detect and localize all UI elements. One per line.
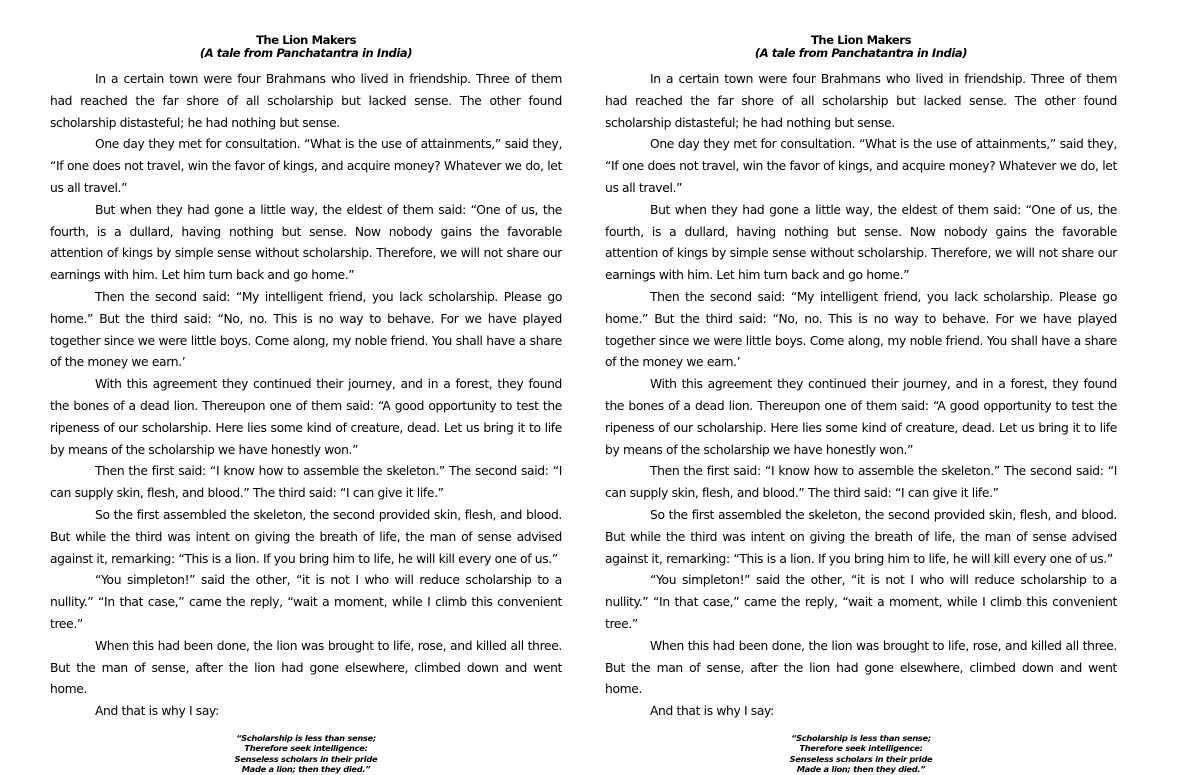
page-left [50,34,562,775]
verse-line: Therefore seek intelligence: [244,743,368,754]
verse-line: Senseless scholars in their pride [234,753,378,764]
story-subtitle: (A tale from Panchatantra in India) [754,46,968,60]
paragraph: Then the second said: “My intelligent friend, you lack scholarship. Please go home.” But the third said: “No, no. This is no way to behave. For we have played together since we were little boys. Come along, my noble friend. You shall have a share of the money we earn.’ [50,289,562,370]
paragraph: Then the first said: “I know how to assemble the skeleton.” The second said: “I can supply skin, flesh, and blood.” The third said: “I can give it life.” [50,464,562,501]
paragraph: When this had been done, the lion was brought to life, rose, and killed all three. But the man of sense, after the lion had gone elsewhere, climbed down and went home. [50,638,562,697]
verse-line: Senseless scholars in their pride [789,753,933,764]
paragraph: “You simpleton!” said the other, “it is not I who will reduce scholarship to a nullity.” “In that case,” came the reply, “wait a moment, while I climb this convenient tree.” [50,573,562,631]
verse-line: “Scholarship is less than sense; [236,732,376,743]
paragraph: And that is why I say: [95,704,219,719]
story-subtitle: (A tale from Panchatantra in India) [199,46,413,60]
paragraph: One day they met for consultation. “What is the use of attainments,” said they, “If one does not travel, win the favor of kings, and acquire money? Whatever we do, let us all travel.” [605,137,1117,195]
closing-verse [196,733,416,775]
closing-verse [751,733,971,775]
paragraph: Then the first said: “I know how to assemble the skeleton.” The second said: “I can supply skin, flesh, and blood.” The third said: “I can give it life.” [605,464,1117,501]
paragraph: But when they had gone a little way, the eldest of them said: “One of us, the fourth, is a dullard, having nothing but sense. Now nobody gains the favorable attention of kings by simple sense without scholarship. Therefore, we will not share our earnings with him. Let him turn back and go home.” [605,202,1117,283]
verse-line: Made a lion; then they died.” [241,764,371,775]
paragraph: But when they had gone a little way, the eldest of them said: “One of us, the fourth, is a dullard, having nothing but sense. Now nobody gains the favorable attention of kings by simple sense without scholarship. Therefore, we will not share our earnings with him. Let him turn back and go home.” [50,202,562,283]
page-right [605,34,1117,775]
verse-line: Made a lion; then they died.” [796,764,926,775]
verse-line: “Scholarship is less than sense; [791,732,931,743]
paragraph: “You simpleton!” said the other, “it is not I who will reduce scholarship to a nullity.” “In that case,” came the reply, “wait a moment, while I climb this convenient tree.” [605,573,1117,631]
paragraph: In a certain town were four Brahmans who lived in friendship. Three of them had reached the far shore of all scholarship but lacked sense. The other found scholarship distasteful; he had nothing but sense. [50,72,562,130]
paragraph: So the first assembled the skeleton, the second provided skin, flesh, and blood. But while the third was intent on giving the breath of life, the man of sense advised against it, remarking: “This is a lion. If you bring him to life, he will kill every one of us.” [605,507,1117,566]
paragraph: So the first assembled the skeleton, the second provided skin, flesh, and blood. But while the third was intent on giving the breath of life, the man of sense advised against it, remarking: “This is a lion. If you bring him to life, he will kill every one of us.” [50,507,562,566]
paragraph: And that is why I say: [650,704,774,719]
paragraph: With this agreement they continued their journey, and in a forest, they found the bones of a dead lion. Thereupon one of them said: “A good opportunity to test the ripeness of our scholarship. Here lies some kind of creature, dead. Let us bring it to life by means of the scholarship we have honestly won.” [50,377,562,457]
paragraph: One day they met for consultation. “What is the use of attainments,” said they, “If one does not travel, win the favor of kings, and acquire money? Whatever we do, let us all travel.” [50,137,562,195]
paragraph: With this agreement they continued their journey, and in a forest, they found the bones of a dead lion. Thereupon one of them said: “A good opportunity to test the ripeness of our scholarship. Here lies some kind of creature, dead. Let us bring it to life by means of the scholarship we have honestly won.” [605,377,1117,457]
paragraph: When this had been done, the lion was brought to life, rose, and killed all three. But the man of sense, after the lion had gone elsewhere, climbed down and went home. [605,638,1117,697]
story-title: The Lion Makers [255,33,357,47]
story-title: The Lion Makers [810,33,912,47]
paragraph: Then the second said: “My intelligent friend, you lack scholarship. Please go home.” But the third said: “No, no. This is no way to behave. For we have played together since we were little boys. Come along, my noble friend. You shall have a share of the money we earn.’ [605,289,1117,370]
verse-line: Therefore seek intelligence: [799,743,923,754]
paragraph: In a certain town were four Brahmans who lived in friendship. Three of them had reached the far shore of all scholarship but lacked sense. The other found scholarship distasteful; he had nothing but sense. [605,72,1117,130]
